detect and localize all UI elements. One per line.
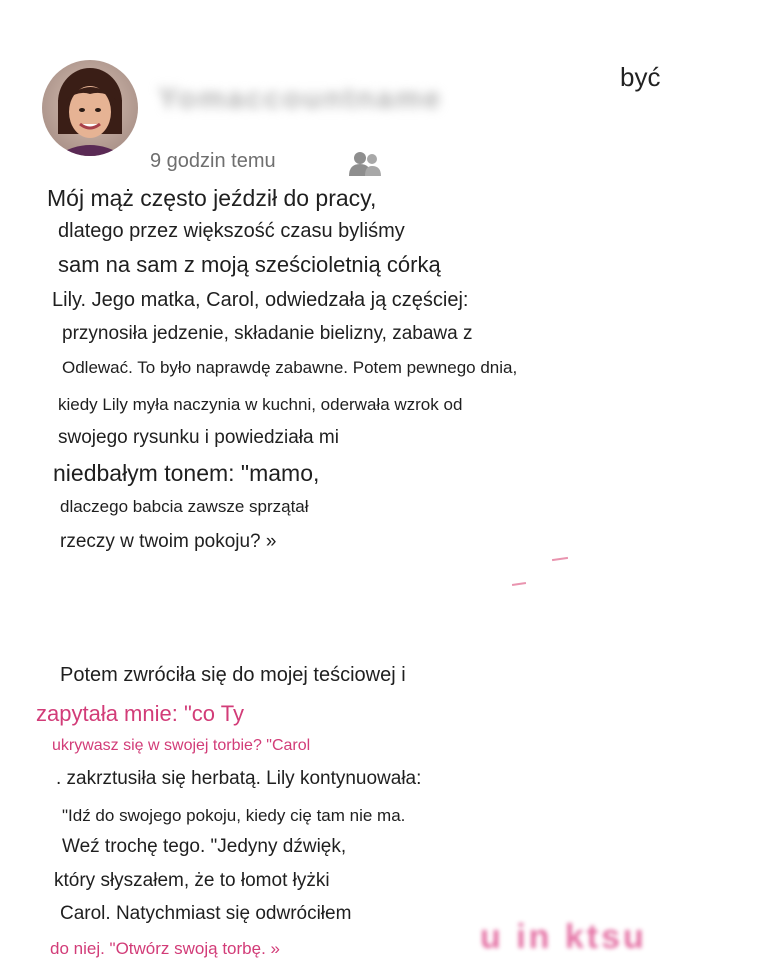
post-text-line: przynosiła jedzenie, składanie bielizny, zabawa z	[62, 323, 473, 344]
post-text-line: sam na sam z moją sześcioletnią córką	[58, 252, 441, 277]
post-text-line: Mój mąż często jeździł do pracy,	[47, 185, 377, 211]
post-text-line: kiedy Lily myła naczynia w kuchni, oderwała wzrok od	[58, 395, 463, 414]
friends-icon	[349, 150, 381, 176]
artifact-smudge	[512, 582, 526, 586]
post-text-line: dlaczego babcia zawsze sprzątał	[60, 497, 309, 516]
post-text-line: zapytała mnie: "co Ty	[36, 701, 244, 726]
post-text-line: Carol. Natychmiast się odwróciłem	[60, 903, 352, 924]
post-text-line: Weź trochę tego. "Jedyny dźwięk,	[62, 836, 347, 857]
header-word: być	[620, 62, 661, 92]
post-text-line: swojego rysunku i powiedziała mi	[58, 427, 339, 448]
post-text-line: rzeczy w twoim pokoju? »	[60, 531, 277, 552]
post-text-line: Odlewać. To było naprawdę zabawne. Potem pewnego dnia,	[62, 358, 518, 377]
post-text-line: który słyszałem, że to łomot łyżki	[54, 870, 330, 891]
post-text-line: Lily. Jego matka, Carol, odwiedzała ją częściej:	[52, 289, 469, 311]
post-text-line: . zakrztusiła się herbatą. Lily kontynuowała:	[56, 768, 422, 789]
post-text-line: Potem zwróciła się do mojej teściowej i	[60, 664, 406, 686]
avatar[interactable]	[42, 60, 138, 156]
artifact-smudge	[552, 557, 568, 561]
post-timestamp[interactable]: 9 godzin temu	[150, 150, 276, 172]
post-text-line: "Idź do swojego pokoju, kiedy cię tam nie ma.	[62, 806, 406, 825]
post-text-line: do niej. "Otwórz swoją torbę. »	[50, 939, 280, 958]
profile-photo	[42, 60, 138, 156]
post-text-line: dlatego przez większość czasu byliśmy	[58, 220, 405, 242]
post-text-line: ukrywasz się w swojej torbie? "Carol	[52, 737, 311, 754]
post-text-line: niedbałym tonem: "mamo,	[53, 460, 320, 486]
author-name-blurred[interactable]: Yomaccountname	[158, 82, 443, 115]
blurred-text-fragment: u in ktsu	[480, 918, 647, 956]
